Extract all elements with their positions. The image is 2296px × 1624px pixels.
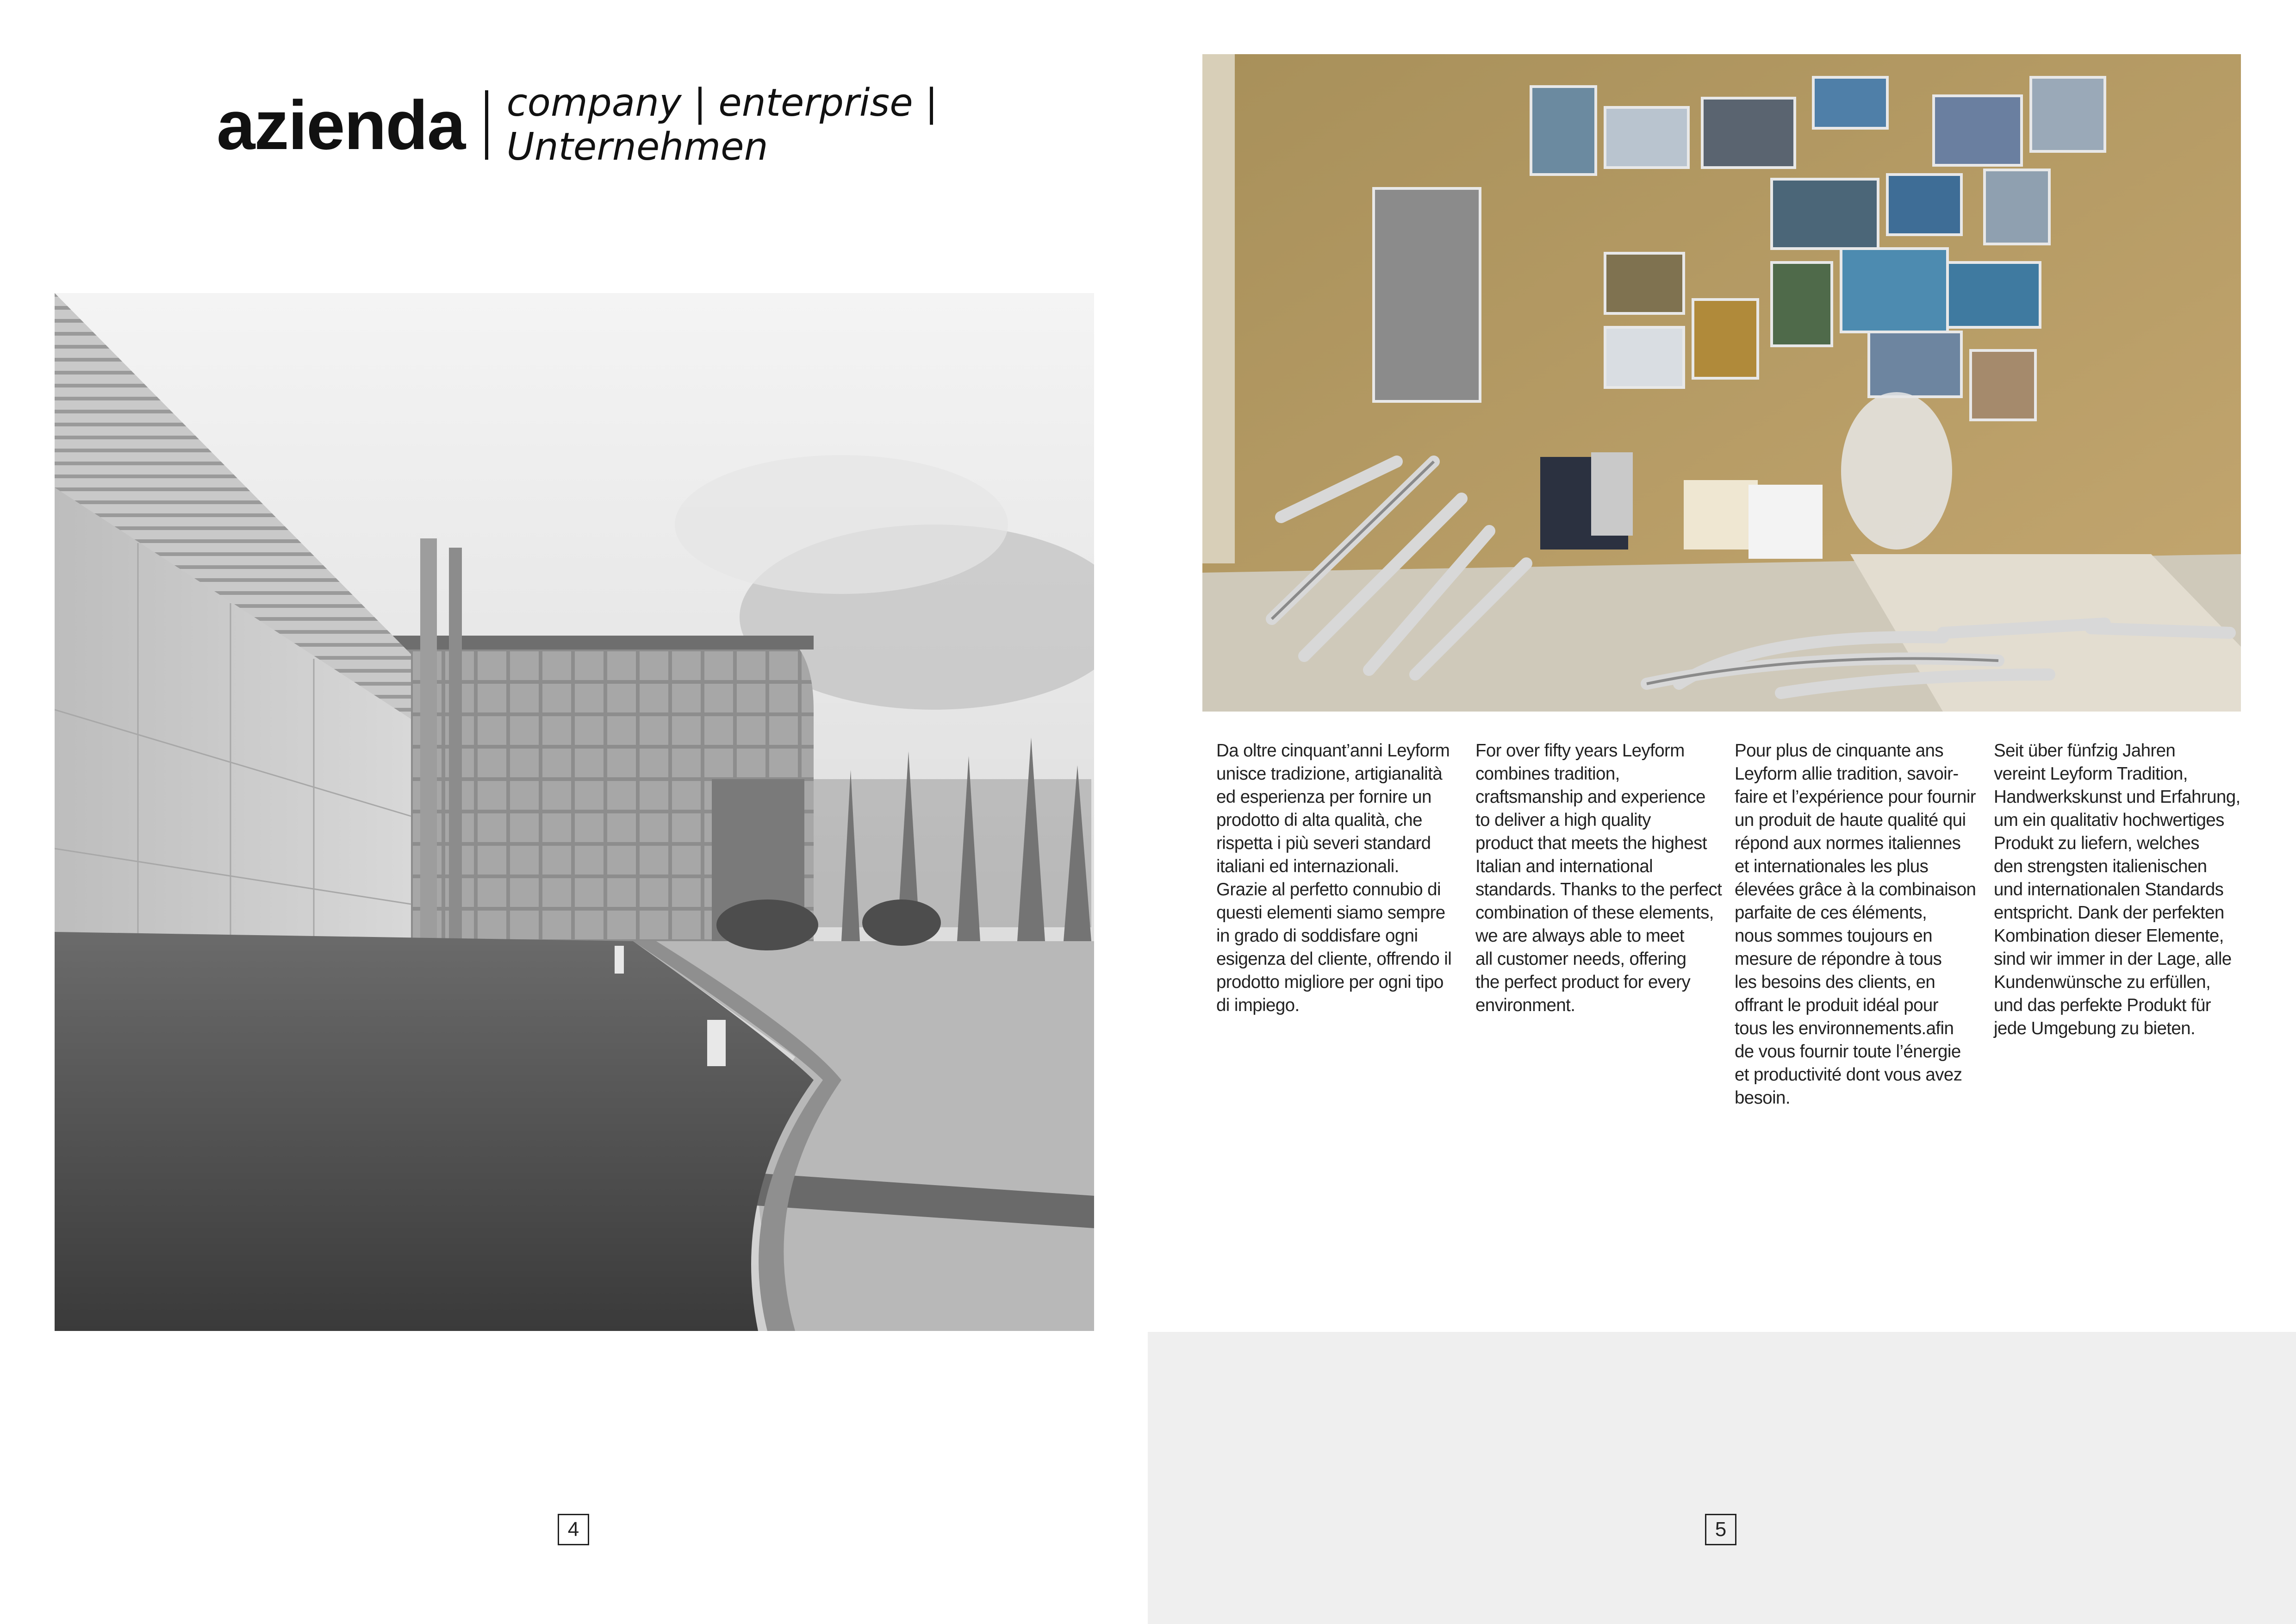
page-number: 4 [558, 1514, 589, 1545]
title-divider [485, 90, 488, 160]
text-column-english [1475, 739, 1728, 1017]
text-column-german [1994, 739, 2246, 1040]
page-heading [217, 79, 1148, 171]
text-column-french [1735, 739, 1987, 1110]
text-column-italian [1216, 739, 1468, 1017]
page-number: 5 [1705, 1514, 1736, 1545]
right-page [1148, 0, 2296, 1624]
german-paragraph: Seit über fünfzig Jahren vereint Leyform Tradition, Handwerkskunst und Erfahrung, um ein qualitativ hochwertiges Produkt zu liefern, welches den strengsten italienischen und internationalen Standards entspricht. Dank der perfekten Kombination dieser Elemente, sind wir immer in der Lage, alle Kundenwünsche zu erfüllen, und das perfekte Produkt für jede Umgebung zu bieten. [1994, 741, 2240, 1038]
building-photo [55, 293, 1094, 1331]
english-paragraph: For over fifty years Leyform combines tradition, craftsmanship and experience to deliver a high quality product that meets the highest Italian and international standards. Thanks to the perfect combination of these elements, we are always able to meet all customer needs, offering the perfect product for every environment. [1475, 741, 1722, 1015]
italian-paragraph: Da oltre cinquant’anni Leyform unisce tradizione, artigianalità ed esperienza per fornire un prodotto di alta qualità, che rispetta i più severi standard italiani ed internazionali. Grazie al perfetto connubio di questi elementi siamo sempre in grado di soddisfare ogni esigenza del cliente, offrendo il prodotto migliore per ogni tipo di impiego. [1216, 741, 1452, 1015]
page-subtitle: company | enterprise | Unternehmen [506, 81, 938, 169]
building-photo-image [55, 293, 1094, 1331]
page-title: azienda [217, 86, 465, 164]
workshop-photo-image [1202, 54, 2241, 712]
grey-footer-band [1148, 1332, 2296, 1624]
workshop-photo [1202, 54, 2241, 712]
french-paragraph: Pour plus de cinquante ans Leyform allie tradition, savoir- faire et l’expérience pour fournir un produit de haute qualité qui répond aux normes italiennes et internationales les plus élevées grâce à la combinaison parfaite de ces éléments, nous sommes toujours en mesure de répondre à tous les besoins des clients, en offrant le produit idéal pour tous les environnements.afin de vous fournir toute l’énergie et productivité dont vous avez besoin. [1735, 741, 1976, 1108]
